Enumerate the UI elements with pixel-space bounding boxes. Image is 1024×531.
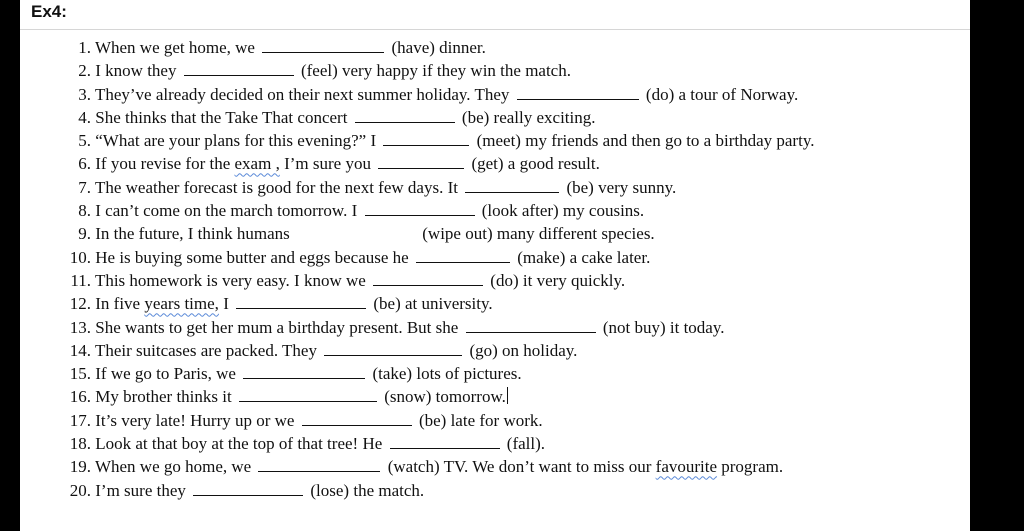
item-number: 19. (69, 457, 91, 477)
item-stem: Their suitcases are packed. They (94, 340, 317, 360)
item-verb-hint: (meet) my friends and then go to a birthday party. (476, 131, 815, 151)
item-stem: It’s very late! Hurry up or we (95, 410, 295, 430)
answer-blank[interactable] (243, 364, 365, 379)
exercise-title: Ex4: (31, 2, 67, 21)
item-stem: When we go home, we (94, 457, 252, 477)
exercise-item-19 (20, 455, 970, 478)
item-verb-hint: (take) lots of pictures. (372, 364, 522, 384)
item-number: 8. (78, 201, 91, 221)
item-verb-hint: (be) late for work. (418, 410, 543, 430)
item-number: 18. (69, 434, 91, 454)
item-verb-hint: (make) a cake later. (517, 247, 651, 267)
exercise-item-11 (20, 269, 970, 292)
item-stem: This homework is very easy. I know we (94, 270, 366, 290)
answer-blank[interactable] (262, 38, 384, 53)
item-verb-hint: (get) a good result. (471, 154, 600, 174)
item-verb-hint: (be) at university. (373, 294, 493, 314)
item-number: 7. (78, 177, 91, 197)
item-number: 13. (69, 317, 91, 337)
item-number: 5. (78, 131, 91, 151)
item-number: 6. (78, 154, 91, 174)
exercise-item-16 (20, 385, 970, 408)
item-verb-hint: (wipe out) many different species. (422, 224, 655, 244)
item-number: 15. (69, 364, 91, 384)
exercise-item-6 (20, 152, 970, 175)
item-stem: She wants to get her mum a birthday present. But she (95, 317, 459, 337)
item-verb-hint: (be) very sunny. (566, 177, 677, 197)
answer-blank[interactable] (383, 131, 469, 146)
item-stem: He is buying some butter and eggs because he (95, 247, 409, 267)
item-stem: When we get home, we (94, 38, 255, 57)
item-stem: In the future, I think humans (95, 224, 290, 244)
item-number: 14. (69, 340, 91, 360)
exercise-item-12 (20, 292, 970, 315)
item-number: 11. (70, 270, 91, 290)
item-stem: I know they (95, 61, 177, 81)
answer-blank[interactable] (324, 341, 462, 356)
item-number: 1. (78, 38, 91, 57)
exercise-item-18 (20, 432, 970, 455)
item-stem: Look at that boy at the top of that tree! He (95, 434, 383, 454)
item-verb-hint: (lose) the match. (310, 480, 425, 500)
exercise-list (20, 36, 970, 502)
item-number: 3. (78, 84, 91, 104)
item-verb-hint: (snow) tomorrow. (384, 387, 506, 407)
item-number: 9. (78, 224, 91, 244)
item-verb-hint: (look after) my cousins. (481, 201, 645, 221)
worksheet (20, 0, 970, 531)
answer-blank[interactable] (378, 154, 464, 169)
exercise-item-10 (20, 246, 970, 269)
answer-blank[interactable] (302, 411, 412, 426)
text-cursor (507, 387, 508, 404)
exercise-item-15 (20, 362, 970, 385)
answer-blank[interactable] (236, 294, 366, 309)
item-number: 17. (69, 410, 91, 430)
item-stem: In five (95, 294, 145, 314)
item-stem: I’m sure they (95, 480, 186, 500)
answer-blank[interactable] (184, 61, 294, 76)
exercise-item-8 (20, 199, 970, 222)
exercise-item-3 (20, 83, 970, 106)
answer-blank[interactable] (373, 271, 483, 286)
item-verb-hint: (fall). (506, 434, 546, 454)
answer-blank[interactable] (466, 318, 596, 333)
item-stem: If we go to Paris, we (95, 364, 236, 384)
answer-blank[interactable] (193, 481, 303, 496)
answer-blank[interactable] (297, 225, 415, 239)
item-number: 2. (78, 61, 91, 81)
answer-blank[interactable] (365, 201, 475, 216)
spellcheck-word: exam , (234, 154, 280, 174)
item-verb-hint: (watch) TV. We don’t want to miss our (387, 457, 656, 477)
item-verb-hint: (do) it very quickly. (490, 270, 626, 290)
answer-blank[interactable] (390, 434, 500, 449)
exercise-item-1 (20, 36, 970, 59)
spellcheck-word: favourite (655, 457, 718, 477)
item-stem: They’ve already decided on their next summer holiday. They (94, 84, 510, 104)
item-stem: She thinks that the Take That concert (95, 107, 348, 127)
spellcheck-word: years time, (144, 294, 219, 314)
answer-blank[interactable] (416, 248, 510, 263)
exercise-item-5 (20, 129, 970, 152)
exercise-item-13 (20, 316, 970, 339)
answer-blank[interactable] (517, 85, 639, 100)
item-number: 4. (78, 107, 91, 127)
item-verb-hint: (have) dinner. (391, 38, 486, 57)
item-verb-hint-cont: program. (717, 457, 784, 477)
item-verb-hint: (not buy) it today. (602, 317, 725, 337)
title-divider (20, 29, 970, 30)
item-stem: If you revise for the (95, 154, 235, 174)
exercise-item-9 (20, 222, 970, 245)
item-stem-cont: I’m sure you (279, 154, 371, 174)
item-number: 12. (69, 294, 91, 314)
item-verb-hint: (feel) very happy if they win the match. (300, 61, 571, 81)
exercise-item-17 (20, 409, 970, 432)
answer-blank[interactable] (258, 457, 380, 472)
item-stem-cont: I (218, 294, 229, 314)
item-stem: The weather forecast is good for the next few days. It (94, 177, 458, 197)
item-stem: “What are your plans for this evening?” I (95, 131, 377, 151)
item-number: 16. (69, 387, 91, 407)
item-verb-hint: (be) really exciting. (461, 107, 596, 127)
item-number: 20. (69, 480, 91, 500)
item-stem: I can’t come on the march tomorrow. I (95, 201, 358, 221)
item-verb-hint: (go) on holiday. (469, 340, 578, 360)
exercise-item-14 (20, 339, 970, 362)
item-number: 10. (69, 247, 91, 267)
item-stem: My brother thinks it (95, 387, 232, 407)
exercise-item-7 (20, 176, 970, 199)
exercise-item-20 (20, 479, 970, 502)
answer-blank[interactable] (355, 108, 455, 123)
answer-blank[interactable] (465, 178, 559, 193)
exercise-item-4 (20, 106, 970, 129)
exercise-item-2 (20, 59, 970, 82)
item-verb-hint: (do) a tour of Norway. (645, 84, 799, 104)
answer-blank[interactable] (239, 387, 377, 402)
